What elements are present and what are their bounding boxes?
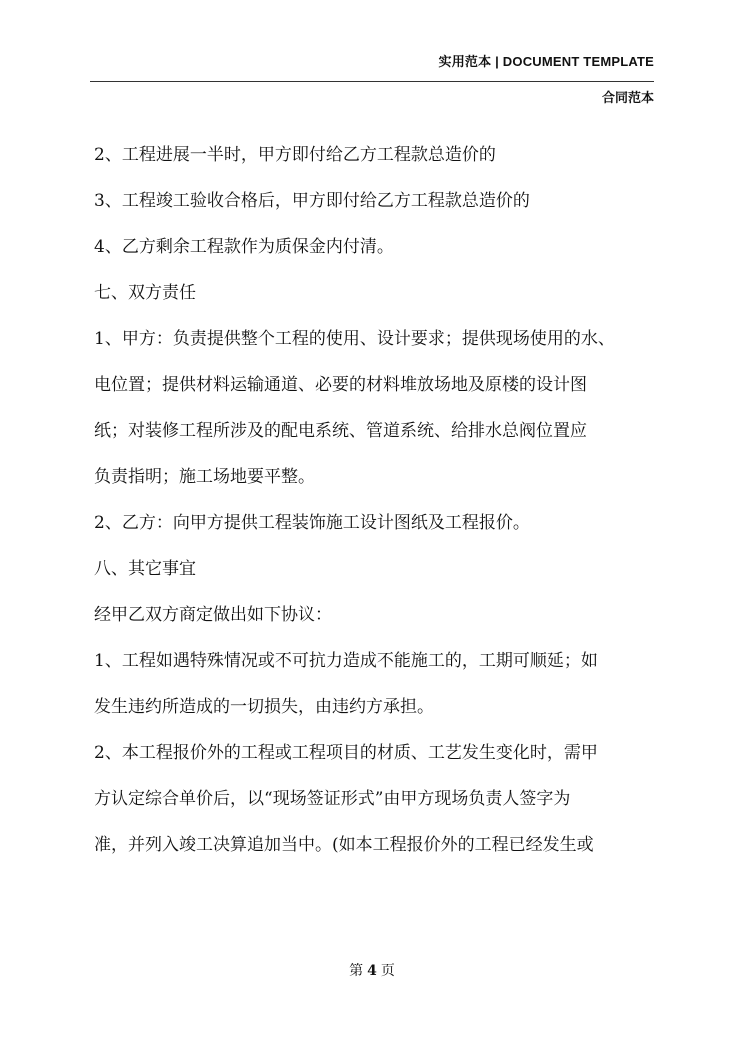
text-line-15: 方认定综合单价后，以“现场签证形式”由甲方现场负责人签字为 [94,789,571,809]
section-heading-other-matters: 八、其它事宜 [94,559,196,579]
page-number-prefix: 第 [349,963,364,979]
header-title: 实用范本 | DOCUMENT TEMPLATE [438,54,654,69]
text-line-16: 准，并列入竣工决算追加当中。(如本工程报价外的工程已经发生或 [94,835,594,855]
page-number [0,960,744,980]
text-line-14: 2、本工程报价外的工程或工程项目的材质、工艺发生变化时，需甲 [94,743,598,763]
text-line-5: 1、甲方：负责提供整个工程的使用、设计要求；提供现场使用的水、 [94,329,615,349]
text-line-9: 2、乙方：向甲方提供工程装饰施工设计图纸及工程报价。 [94,513,530,533]
text-line-11: 经甲乙双方商定做出如下协议： [94,605,332,625]
text-line-2: 3、工程竣工验收合格后，甲方即付给乙方工程款总造价的 [94,191,530,211]
text-line-13: 发生违约所造成的一切损失，由违约方承担。 [94,697,434,717]
text-line-1: 2、工程进展一半时，甲方即付给乙方工程款总造价的 [94,145,496,165]
text-line-6: 电位置；提供材料运输通道、必要的材料堆放场地及原楼的设计图 [94,375,587,395]
text-line-3: 4、乙方剩余工程款作为质保金内付清。 [94,237,394,257]
section-heading-responsibilities: 七、双方责任 [94,283,196,303]
header-subtitle: 合同范本 [601,90,654,105]
text-line-7: 纸；对装修工程所涉及的配电系统、管道系统、给排水总阀位置应 [94,421,587,441]
document-body [94,132,658,868]
page-number-value: 4 [367,963,377,979]
page-number-suffix: 页 [380,963,395,979]
text-line-8: 负责指明；施工场地要平整。 [94,467,315,487]
text-line-12: 1、工程如遇特殊情况或不可抗力造成不能施工的，工期可顺延；如 [94,651,598,671]
header-divider [90,81,654,82]
